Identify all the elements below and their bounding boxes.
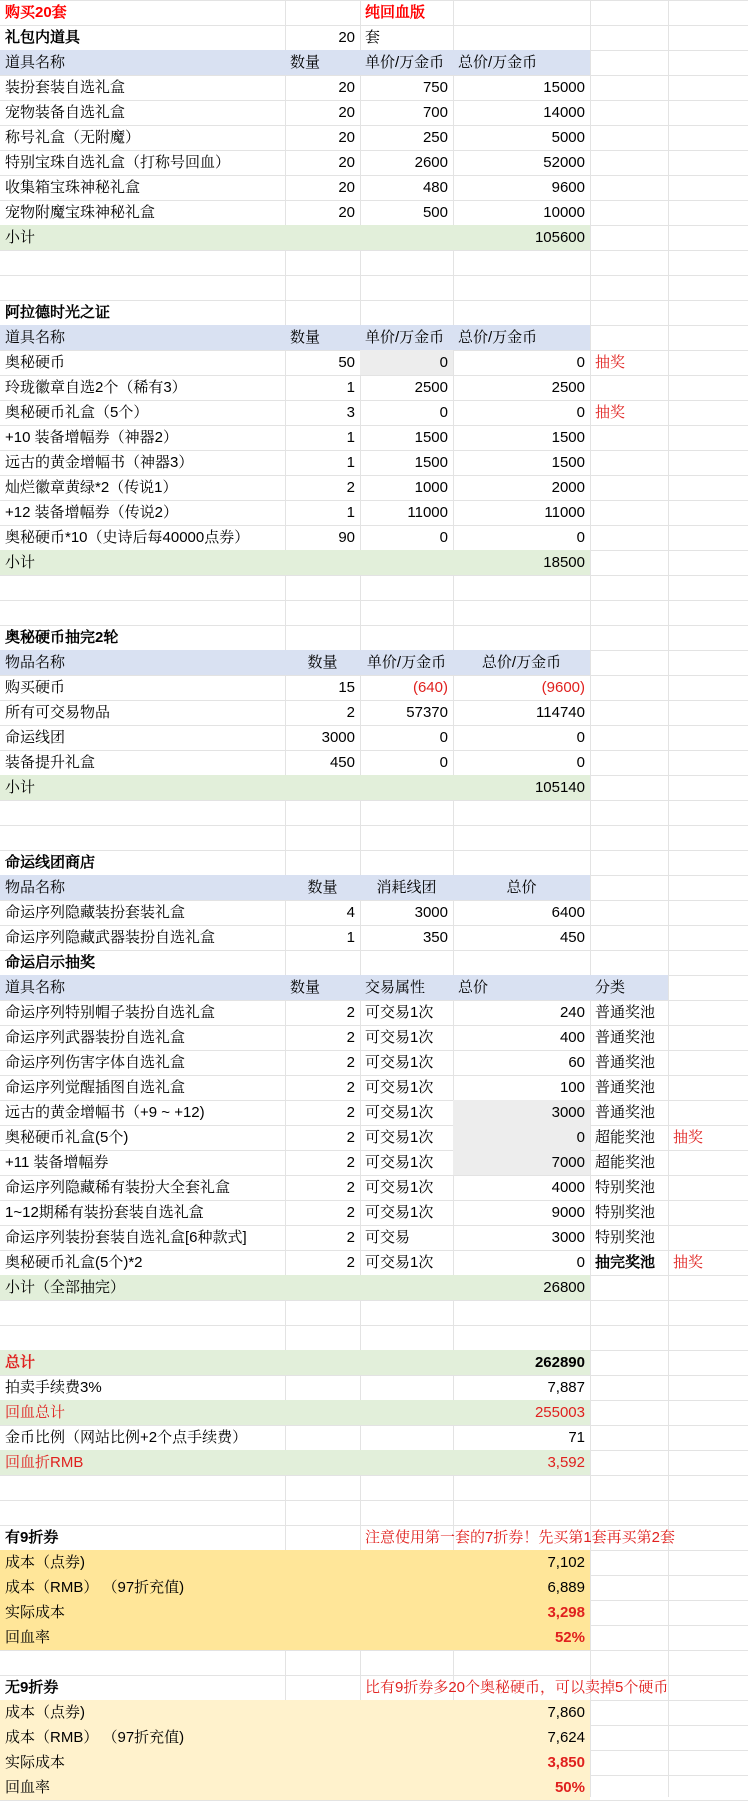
gridline-h [0, 600, 748, 601]
item-name: 远古的黄金增幅书（神器3） [5, 454, 194, 471]
item-total: 0 [453, 1125, 590, 1150]
discount_9-label: 回血率 [5, 1629, 51, 1646]
discount_9-label: 成本（RMB） （97折充值) [5, 1579, 185, 1596]
fee-label: 拍卖手续费3% [5, 1379, 102, 1396]
gridline-h [0, 1325, 748, 1326]
item-name: 购买硬币 [5, 679, 66, 696]
item-total: 4000 [551, 1179, 585, 1196]
subtotal-value: 26800 [543, 1279, 585, 1296]
item-total: 2500 [551, 379, 585, 396]
item-total: 0 [576, 729, 585, 746]
discount_9-value: 52% [554, 1629, 585, 1646]
no_discount-label: 回血率 [5, 1779, 51, 1796]
item-category: 普通奖池 [595, 1104, 656, 1121]
item-name: 奥秘硬币礼盒(5个) [5, 1129, 129, 1146]
ratio-value: 71 [568, 1429, 585, 1446]
item-price: 0 [439, 754, 448, 771]
sheet-title: 购买20套 [5, 4, 67, 21]
column-header: 单价/万金币 [365, 329, 445, 346]
item-price: 250 [422, 129, 448, 146]
item-name: 宠物装备自选礼盒 [5, 104, 126, 121]
no_discount-title: 无9折券 [5, 1679, 59, 1696]
return-total-label: 回血总计 [5, 1404, 66, 1421]
item-total: (9600) [541, 679, 585, 696]
item-total: 0 [576, 1254, 585, 1271]
discount_9-label: 实际成本 [5, 1604, 66, 1621]
item-name: 命运序列隐藏稀有装扮大全套礼盒 [5, 1179, 231, 1196]
gridline-h [0, 250, 748, 251]
item-trade: 可交易1次 [365, 1004, 434, 1021]
no_discount-label: 成本（点券) [5, 1704, 85, 1721]
no_discount-note: 比有9折券多20个奥秘硬币，可以卖掉5个硬币 [365, 1679, 669, 1696]
gridline-h [0, 575, 748, 576]
item-name: +12 装备增幅券（传说2） [5, 504, 178, 521]
item-name: 奥秘硬币*10（史诗后每40000点券） [5, 529, 250, 546]
item-category: 超能奖池 [595, 1129, 656, 1146]
item-price: 0 [439, 529, 448, 546]
item-name: 特别宝珠自选礼盒（打称号回血） [5, 154, 231, 171]
item-trade: 可交易 [365, 1229, 411, 1246]
item-qty: 2 [346, 1129, 355, 1146]
item-qty: 2 [346, 704, 355, 721]
lottery-tag: 抽奖 [673, 1129, 704, 1146]
item-trade: 可交易1次 [365, 1029, 434, 1046]
item-qty: 2 [346, 1104, 355, 1121]
item-name: 命运序列隐藏装扮套装礼盒 [5, 904, 186, 921]
item-price: (640) [412, 679, 448, 696]
gridline-h [0, 1500, 748, 1501]
item-total: 7000 [453, 1150, 590, 1175]
item-name: 装扮套装自选礼盒 [5, 79, 126, 96]
no_discount-label: 成本（RMB） （97折充值) [5, 1729, 185, 1746]
item-total: 3000 [453, 1100, 590, 1125]
column-header: 数量 [307, 654, 338, 671]
column-header: 道具名称 [5, 329, 66, 346]
item-total: 9600 [551, 179, 585, 196]
item-qty: 20 [338, 154, 355, 171]
column-header: 总价 [458, 979, 489, 996]
gridline-h [0, 1475, 748, 1476]
item-price: 480 [422, 179, 448, 196]
item-name: 命运序列武器装扮自选礼盒 [5, 1029, 186, 1046]
item-trade: 可交易1次 [365, 1054, 434, 1071]
discount_9-title: 有9折券 [5, 1529, 59, 1546]
column-header: 物品名称 [5, 879, 66, 896]
gridline-h [0, 825, 748, 826]
item-price: 2500 [414, 379, 448, 396]
sheet-subtitle: 纯回血版 [365, 4, 426, 21]
no_discount-label: 实际成本 [5, 1754, 66, 1771]
item-qty: 1 [346, 929, 355, 946]
section-title: 命运线团商店 [5, 854, 96, 871]
item-name: 奥秘硬币 [5, 354, 66, 371]
item-total: 0 [576, 354, 585, 371]
return-total-value: 255003 [534, 1404, 585, 1421]
item-qty: 20 [338, 204, 355, 221]
item-name: 奥秘硬币礼盒(5个)*2 [5, 1254, 143, 1271]
item-category: 超能奖池 [595, 1154, 656, 1171]
item-name: 命运序列隐藏武器装扮自选礼盒 [5, 929, 216, 946]
total-label: 总计 [5, 1354, 36, 1371]
column-header: 数量 [290, 329, 321, 346]
item-price: 3000 [414, 904, 448, 921]
column-header: 物品名称 [5, 654, 66, 671]
item-name: 1~12期稀有装扮套装自选礼盒 [5, 1204, 204, 1221]
item-price: 11000 [407, 504, 448, 521]
item-category: 普通奖池 [595, 1004, 656, 1021]
item-name: 命运线团 [5, 729, 66, 746]
section-qty: 20 [338, 29, 355, 46]
item-qty: 20 [338, 104, 355, 121]
section-title: 阿拉德时光之证 [5, 304, 111, 321]
item-qty: 2 [346, 479, 355, 496]
no_discount-value: 7,860 [547, 1704, 585, 1721]
item-total: 10000 [543, 204, 585, 221]
item-qty: 450 [329, 754, 355, 771]
gridline-h [0, 1300, 748, 1301]
rmb-label: 回血折RMB [5, 1454, 84, 1471]
item-total: 3000 [551, 1229, 585, 1246]
discount_9-label: 成本（点券) [5, 1554, 85, 1571]
item-category: 特别奖池 [595, 1204, 656, 1221]
item-total: 0 [576, 754, 585, 771]
item-qty: 1 [346, 504, 355, 521]
column-header: 数量 [307, 879, 338, 896]
item-name: 命运序列觉醒插图自选礼盒 [5, 1079, 186, 1096]
item-name: 奥秘硬币礼盒（5个） [5, 404, 149, 421]
discount_9-value: 3,298 [547, 1604, 585, 1621]
item-name: 装备提升礼盒 [5, 754, 96, 771]
subtotal-label: 小计 [5, 554, 36, 571]
item-price: 500 [422, 204, 448, 221]
item-name: +11 装备增幅券 [5, 1154, 109, 1171]
column-header: 数量 [290, 54, 321, 71]
item-qty: 2 [346, 1029, 355, 1046]
item-trade: 可交易1次 [365, 1104, 434, 1121]
column-header: 总价/万金币 [481, 654, 562, 671]
item-total: 0 [576, 404, 585, 421]
item-category: 普通奖池 [595, 1054, 656, 1071]
ratio-label: 金币比例（网站比例+2个点手续费） [5, 1429, 248, 1446]
subtotal-label: 小计（全部抽完） [5, 1279, 126, 1296]
no_discount-value: 7,624 [547, 1729, 585, 1746]
item-qty: 2 [346, 1154, 355, 1171]
item-qty: 1 [346, 454, 355, 471]
item-qty: 90 [338, 529, 355, 546]
item-price: 700 [422, 104, 448, 121]
item-category: 普通奖池 [595, 1029, 656, 1046]
column-header: 总价/万金币 [458, 329, 538, 346]
item-name: 命运序列装扮套装自选礼盒[6种款式] [5, 1229, 247, 1246]
discount_9-value: 6,889 [547, 1579, 585, 1596]
item-total: 11000 [544, 504, 585, 521]
item-name: 灿烂徽章黄绿*2（传说1） [5, 479, 178, 496]
item-price: 2600 [414, 154, 448, 171]
item-total: 450 [559, 929, 585, 946]
rmb-value: 3,592 [547, 1454, 585, 1471]
column-header: 道具名称 [5, 54, 66, 71]
column-header: 数量 [290, 979, 321, 996]
item-total: 9000 [551, 1204, 585, 1221]
item-category: 特别奖池 [595, 1179, 656, 1196]
item-name: 称号礼盒（无附魔） [5, 129, 141, 146]
lottery-tag: 抽奖 [595, 404, 626, 421]
column-header: 总价/万金币 [458, 54, 538, 71]
item-qty: 2 [346, 1054, 355, 1071]
no_discount-value: 50% [554, 1779, 585, 1796]
item-total: 15000 [543, 79, 585, 96]
item-category: 抽完奖池 [595, 1254, 656, 1271]
column-header: 消耗线团 [376, 879, 437, 896]
item-qty: 20 [338, 129, 355, 146]
item-name: 所有可交易物品 [5, 704, 111, 721]
item-price: 1500 [414, 454, 448, 471]
item-qty: 50 [338, 354, 355, 371]
item-total: 5000 [551, 129, 585, 146]
item-category: 特别奖池 [595, 1229, 656, 1246]
item-name: 命运序列特别帽子装扮自选礼盒 [5, 1004, 216, 1021]
column-header: 单价/万金币 [365, 54, 445, 71]
item-price: 0 [439, 404, 448, 421]
item-qty: 3 [346, 404, 355, 421]
item-qty: 2 [346, 1004, 355, 1021]
gridline-h [0, 800, 748, 801]
no_discount-value: 3,850 [547, 1754, 585, 1771]
lottery-tag: 抽奖 [595, 354, 626, 371]
section-title: 礼包内道具 [5, 29, 81, 46]
item-price: 1500 [414, 429, 448, 446]
item-qty: 1 [346, 379, 355, 396]
column-header: 分类 [595, 979, 626, 996]
item-price: 350 [422, 929, 448, 946]
item-total: 2000 [551, 479, 585, 496]
item-qty: 2 [346, 1254, 355, 1271]
item-total: 6400 [551, 904, 585, 921]
item-qty: 2 [346, 1079, 355, 1096]
item-total: 0 [576, 529, 585, 546]
item-name: 收集箱宝珠神秘礼盒 [5, 179, 141, 196]
subtotal-label: 小计 [5, 779, 36, 796]
item-total: 240 [559, 1004, 585, 1021]
item-price: 0 [439, 729, 448, 746]
item-qty: 1 [346, 429, 355, 446]
lottery-tag: 抽奖 [673, 1254, 704, 1271]
item-total: 114740 [536, 704, 585, 721]
fee-value: 7,887 [547, 1379, 585, 1396]
subtotal-value: 18500 [543, 554, 585, 571]
item-name: +10 装备增幅券（神器2） [5, 429, 178, 446]
column-header: 单价/万金币 [366, 654, 447, 671]
item-trade: 可交易1次 [365, 1254, 434, 1271]
subtotal-label: 小计 [5, 229, 36, 246]
item-total: 100 [559, 1079, 585, 1096]
item-trade: 可交易1次 [365, 1204, 434, 1221]
subtotal-value: 105140 [534, 779, 585, 796]
item-qty: 2 [346, 1204, 355, 1221]
item-trade: 可交易1次 [365, 1154, 434, 1171]
item-total: 1500 [551, 429, 585, 446]
column-header: 总价 [506, 879, 537, 896]
column-header: 道具名称 [5, 979, 66, 996]
section-unit: 套 [365, 29, 381, 46]
item-name: 命运序列伤害字体自选礼盒 [5, 1054, 186, 1071]
item-total: 14000 [543, 104, 585, 121]
discount_9-value: 7,102 [547, 1554, 585, 1571]
item-category: 普通奖池 [595, 1079, 656, 1096]
section-title: 奥秘硬币抽完2轮 [5, 629, 119, 646]
item-name: 宠物附魔宝珠神秘礼盒 [5, 204, 156, 221]
item-trade: 可交易1次 [365, 1129, 434, 1146]
item-price: 57370 [406, 704, 448, 721]
column-header: 交易属性 [365, 979, 426, 996]
section-title: 命运启示抽奖 [5, 954, 96, 971]
item-price: 750 [422, 79, 448, 96]
item-qty: 3000 [321, 729, 355, 746]
subtotal-value: 105600 [534, 229, 585, 246]
item-price: 1000 [414, 479, 448, 496]
item-qty: 4 [346, 904, 355, 921]
item-trade: 可交易1次 [365, 1179, 434, 1196]
item-qty: 20 [338, 179, 355, 196]
item-total: 60 [568, 1054, 585, 1071]
item-trade: 可交易1次 [365, 1079, 434, 1096]
item-qty: 20 [338, 79, 355, 96]
item-qty: 2 [346, 1179, 355, 1196]
item-total: 400 [559, 1029, 585, 1046]
gridline-h [0, 1650, 748, 1651]
item-qty: 2 [346, 1229, 355, 1246]
gridline-h [0, 275, 748, 276]
item-total: 52000 [543, 154, 585, 171]
item-name: 玲珑徽章自选2个（稀有3） [5, 379, 187, 396]
item-total: 1500 [551, 454, 585, 471]
item-price: 0 [360, 350, 453, 375]
item-qty: 15 [338, 679, 355, 696]
total-value: 262890 [534, 1354, 585, 1371]
discount_9-note: 注意使用第一套的7折券！先买第1套再买第2套 [365, 1529, 676, 1546]
item-name: 远古的黄金增幅书（+9 ~ +12) [5, 1104, 205, 1121]
